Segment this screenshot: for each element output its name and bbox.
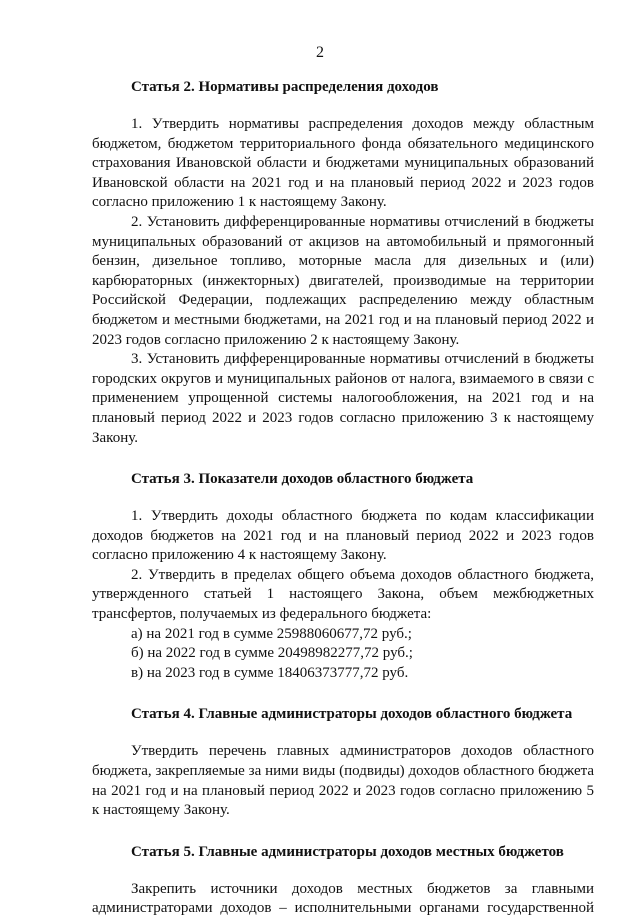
article-title: Статья 5. Главные администраторы доходов местных бюджетов	[131, 843, 564, 860]
paragraph: 2. Утвердить в пределах общего объема доходов областного бюджета, утвержденного статьей 1 настоящего Закона, объем межбюджетных трансфертов, получаемых из федерального бюджета:	[92, 566, 594, 623]
list-item: а) на 2021 год в сумме 25988060677,72 руб.;	[131, 625, 412, 642]
article-title: Статья 2. Нормативы распределения доходов	[131, 79, 439, 95]
document-body	[92, 78, 594, 919]
article-5	[92, 843, 594, 919]
paragraph: 1. Утвердить нормативы распределения доходов между областным бюджетом, бюджетом территориального фонда обязательного медицинского страхования Ивановской области и бюджетами муниципальных образований Ивановской области на 2021 год и на плановый период 2022 и 2023 годов согласно приложению 1 к настоящему Закону.	[92, 116, 594, 211]
paragraph: 3. Установить дифференцированные нормативы отчислений в бюджеты городских округов и муниципальных районов от налога, взимаемого в связи с применением упрощенной системы налогообложения, на 2021 год и на плановый период 2022 и 2023 годов согласно приложению 3 к настоящему Закону.	[92, 351, 594, 446]
article-3	[92, 470, 594, 683]
list-item: б) на 2022 год в сумме 20498982277,72 руб.;	[131, 645, 413, 662]
article-4	[92, 705, 594, 820]
paragraph: Закрепить источники доходов местных бюджетов за главными администраторами доходов – исполнительными органами государственной	[92, 880, 594, 917]
article-2	[92, 78, 594, 448]
paragraph: Утвердить перечень главных администраторов доходов областного бюджета, закрепляемые за ними виды (подвиды) доходов областного бюджета на 2021 год и на плановый период 2022 и 2023 годов согласно приложению 5 к настоящему Закону.	[92, 743, 594, 819]
article-title: Статья 4. Главные администраторы доходов областного бюджета	[131, 706, 573, 723]
paragraph: 2. Установить дифференцированные нормативы отчислений в бюджеты муниципальных образований от акцизов на автомобильный и прямогонный бензин, дизельное топливо, моторные масла для дизельных и (или) карбюраторных (инжекторных) двигателей, производимые на территории Российской Федерации, подлежащих распределению между областным бюджетом и местными бюджетами, на 2021 год и на плановый период 2022 и 2023 годов согласно приложению 2 к настоящему Закону.	[92, 213, 594, 348]
article-title: Статья 3. Показатели доходов областного бюджета	[131, 471, 474, 488]
list-item: в) на 2023 год в сумме 18406373777,72 руб.	[131, 664, 409, 681]
page-number: 2	[316, 44, 324, 61]
paragraph: 1. Утвердить доходы областного бюджета по кодам классификации доходов бюджетов на 2021 год и на плановый период 2022 и 2023 годов согласно приложению 4 к настоящему Закону.	[92, 508, 594, 564]
